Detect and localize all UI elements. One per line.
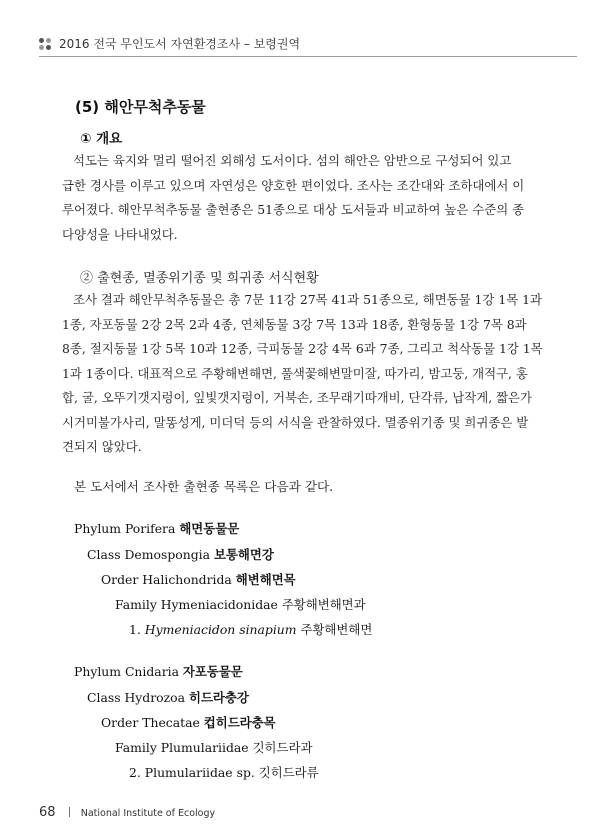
taxon-scientific-name: Family Plumulariidae	[115, 740, 249, 755]
species-entry	[129, 620, 372, 638]
list-intro: 본 도서에서 조사한 출현종 목록은 다음과 같다.	[74, 479, 334, 494]
taxon-scientific-name: Hymeniacidon sinapium	[144, 622, 297, 637]
taxon-scientific-name: Family Hymeniacidonidae	[115, 597, 278, 612]
paragraph-line: 루어졌다. 해안무척추동물 출현종은 51종으로 대상 도서들과 비교하여 높은 수준의 종	[62, 202, 525, 217]
header-divider	[39, 56, 577, 57]
header-title: 2016 전국 무인도서 자연환경조사 – 보령권역	[59, 37, 301, 51]
class-entry	[87, 545, 274, 563]
taxon-korean-name: 주황해변해면	[300, 622, 373, 637]
taxon-korean-name: 해면동물문	[179, 521, 240, 536]
paragraph-line: 견되지 않았다.	[62, 439, 142, 454]
status-paragraph	[62, 288, 556, 460]
phylum-entry	[74, 662, 243, 680]
status-heading: ② 출현종, 멸종위기종 및 희귀종 서식현황	[80, 271, 319, 286]
taxon-scientific-name: Order Halichondrida	[101, 572, 232, 587]
taxon-scientific-name: Order Thecatae	[101, 715, 200, 730]
page-footer	[39, 801, 215, 821]
taxon-korean-name: 자포동물문	[182, 664, 243, 679]
taxon-scientific-name: Class Hydrozoa	[87, 690, 185, 705]
species-number: 1.	[129, 622, 141, 637]
taxon-korean-name: 컵히드라충목	[203, 715, 276, 730]
taxon-scientific-name: Plumulariidae sp.	[144, 765, 255, 780]
taxon-scientific-name: Class Demospongia	[87, 547, 210, 562]
species-number: 2.	[129, 765, 141, 780]
page-number: 68	[39, 805, 56, 820]
phylum-entry	[74, 519, 239, 537]
paragraph-line: 1과 1종이다. 대표적으로 주황해변해면, 풀색꽃해변말미잘, 따가리, 밤고둥, 개적구, 홍	[62, 365, 528, 381]
paragraph-line: 시거미불가사리, 말똥성게, 미더덕 등의 서식을 관찰하였다. 멸종위기종 및 희귀종은 발	[62, 414, 529, 430]
header-dots-icon	[39, 38, 53, 50]
taxon-korean-name: 보통해면강	[213, 547, 274, 562]
paragraph-line: 석도는 육지와 멀리 떨어진 외해성 도서이다. 섬의 해안은 암반으로 구성되어 있고	[73, 153, 512, 168]
taxon-korean-name: 깃히드라과	[252, 740, 313, 755]
taxon-scientific-name: Phylum Cnidaria	[74, 664, 179, 679]
footer-organization: National Institute of Ecology	[80, 808, 216, 819]
section-title: (5) 해안무척추동물	[75, 98, 206, 116]
running-header	[39, 34, 577, 54]
class-entry	[87, 688, 249, 706]
paragraph-line: 급한 경사를 이루고 있으며 자연성은 양호한 편이었다. 조사는 조간대와 조하대에서 이	[62, 177, 525, 193]
footer-separator	[69, 807, 70, 817]
taxon-korean-name: 주황해변해면과	[281, 597, 366, 612]
paragraph-line: 다양성을 나타내었다.	[62, 226, 178, 242]
paragraph-line: 합, 굴, 오뚜기갯지렁이, 잎빛갯지렁이, 거북손, 조무래기따개비, 단각류, 납작게, 짧은가	[62, 390, 532, 405]
paragraph-line: 8종, 절지동물 1강 5목 10과 12종, 극피동물 2강 4목 6과 7종, 그리고 척삭동물 1강 1목	[62, 341, 543, 356]
overview-paragraph	[62, 149, 556, 247]
family-entry	[115, 595, 366, 613]
order-entry	[101, 713, 276, 731]
overview-heading: ① 개요	[80, 131, 123, 147]
order-entry	[101, 570, 296, 588]
taxon-korean-name: 해변해면목	[235, 572, 296, 587]
paragraph-line: 1종, 자포동물 2강 2목 2과 4종, 연체동물 3강 7목 13과 18종, 환형동물 1강 7목 8과	[62, 316, 527, 332]
paragraph-line: 조사 결과 해안무척추동물은 총 7문 11강 27목 41과 51종으로, 해면동물 1강 1목 1과	[73, 292, 542, 307]
taxon-korean-name: 깃히드라류	[258, 765, 319, 780]
family-entry	[115, 738, 312, 756]
taxon-korean-name: 히드라충강	[188, 690, 249, 705]
taxon-scientific-name: Phylum Porifera	[74, 521, 176, 536]
species-entry	[129, 763, 319, 781]
